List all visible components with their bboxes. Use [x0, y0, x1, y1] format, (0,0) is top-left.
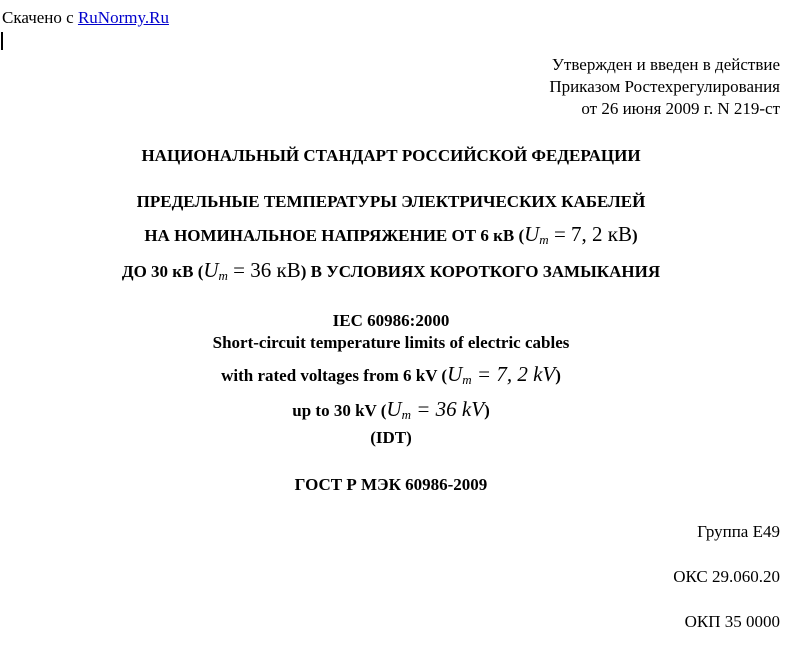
iec-code: IEC 60986:2000 — [332, 311, 450, 330]
formula-ru-2: $U_m = 36$ кВ — [203, 258, 301, 283]
title-ru-line-3: ДО 30 кВ ($U_m = 36$ кВ) В УСЛОВИЯХ КОРОТКОГО ЗАМЫКАНИЯ — [121, 258, 661, 283]
group-code: Группа Е49 — [697, 522, 780, 541]
source-link[interactable]: RuNormy.Ru — [77, 8, 169, 27]
okp-code: ОКП 35 0000 — [684, 612, 780, 631]
national-standard-heading: НАЦИОНАЛЬНЫЙ СТАНДАРТ РОССИЙСКОЙ ФЕДЕРАЦИИ — [141, 146, 641, 165]
approval-block — [549, 54, 780, 120]
approval-line-1: Утвержден и введен в действие — [551, 55, 780, 74]
approval-line-2: Приказом Ростехрегулирования — [549, 77, 780, 96]
title-ru-line-3-text: ) В УСЛОВИЯХ КОРОТКОГО ЗАМЫКАНИЯ — [300, 262, 661, 281]
source-prefix: Скачено с — [2, 8, 78, 27]
title-en-line-2: with rated voltages from 6 kV ($U_m = 7$, 2 kV) — [221, 362, 561, 387]
source-line — [2, 8, 169, 28]
approval-line-3: от 26 июня 2009 г. N 219-ст — [581, 99, 780, 118]
title-en-line-3: up to 30 kV ($U_m = 36$ kV) — [292, 397, 490, 422]
oks-code: ОКС 29.060.20 — [673, 567, 780, 586]
title-ru-line-1: ПРЕДЕЛЬНЫЕ ТЕМПЕРАТУРЫ ЭЛЕКТРИЧЕСКИХ КАБЕЛЕЙ — [136, 192, 646, 211]
title-en-line-1: Short-circuit temperature limits of electric cables — [212, 333, 570, 352]
text-cursor — [1, 32, 3, 50]
title-ru-line-2-text: НА НОМИНАЛЬНОЕ НАПРЯЖЕНИЕ ОТ 6 кВ ( — [144, 226, 525, 245]
title-ru-line-2: НА НОМИНАЛЬНОЕ НАПРЯЖЕНИЕ ОТ 6 кВ ($U_m = 7$, 2 кВ) — [144, 222, 638, 247]
gost-number: ГОСТ Р МЭК 60986-2009 — [294, 475, 488, 494]
idt-label: (IDT) — [370, 428, 412, 447]
formula-ru-1: $U_m = 7$, 2 кВ — [524, 222, 632, 247]
formula-en-2: $U_m = 36$ kV — [386, 397, 485, 422]
formula-en-1: $U_m = 7$, 2 kV — [447, 362, 556, 387]
